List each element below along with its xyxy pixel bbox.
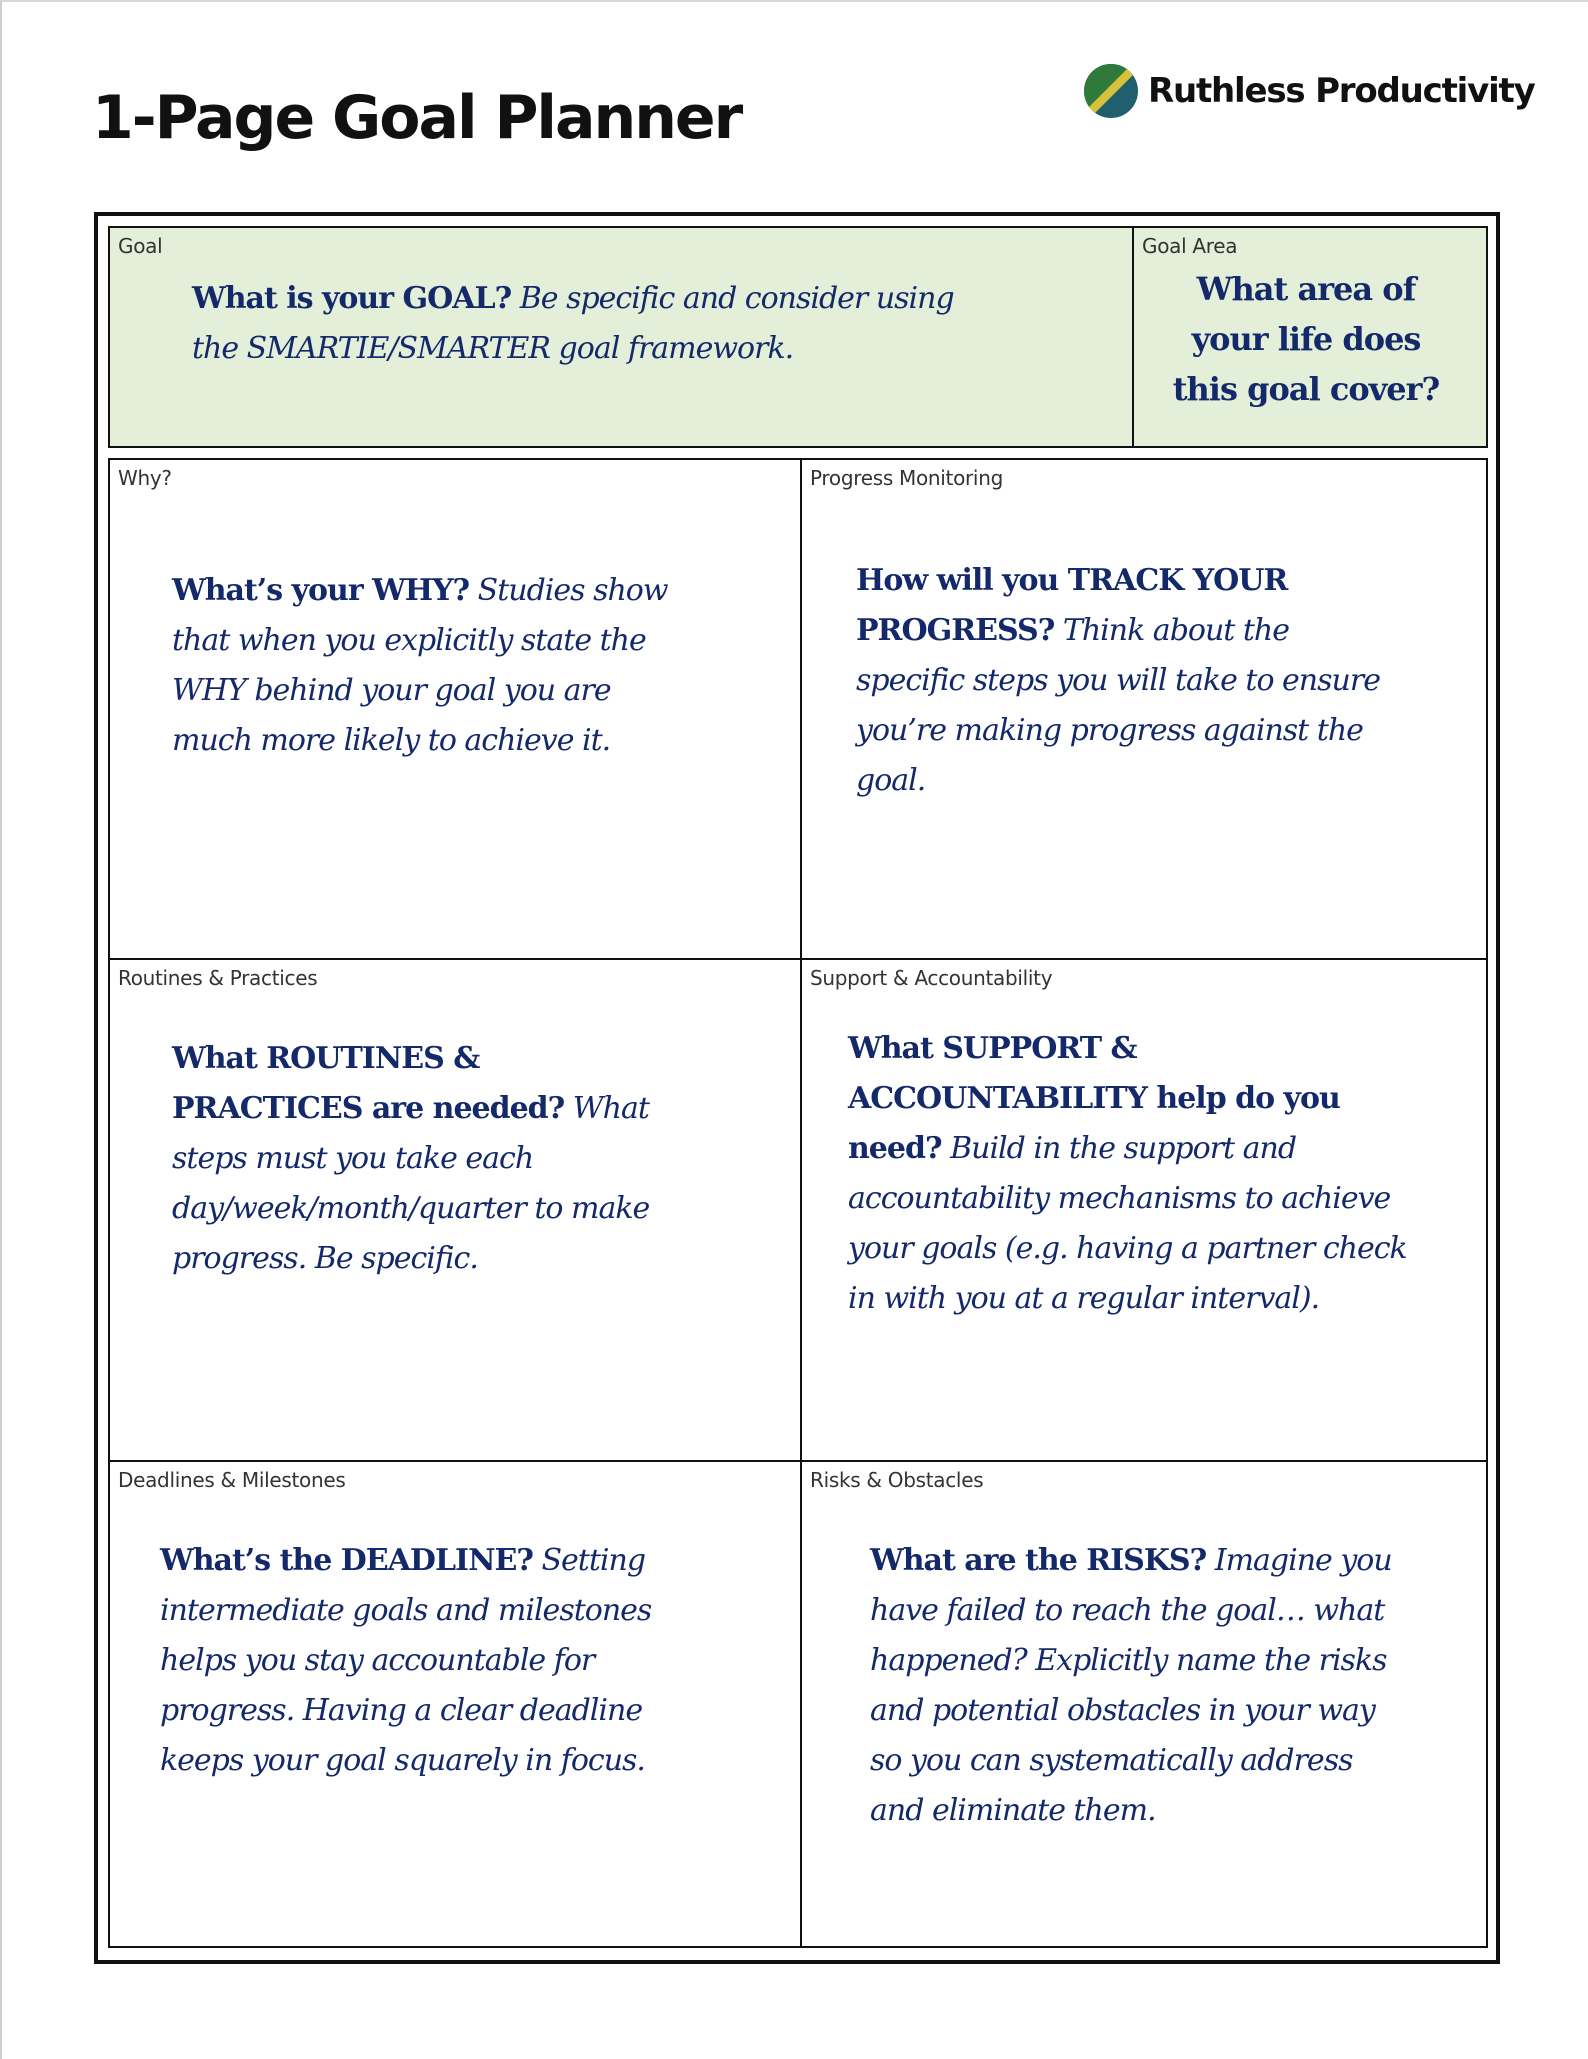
risks-prompt-strong: What are the RISKS? [870, 1543, 1207, 1578]
goal-area-prompt[interactable]: What area of your life does this goal cover? [1172, 270, 1440, 408]
support-prompt[interactable] [848, 1024, 1428, 1324]
goal-row [108, 226, 1488, 448]
support-prompt-strong: What SUPPORT & ACCOUNTABILITY help do you need? [848, 1031, 1340, 1166]
goal-label: Goal [118, 234, 163, 258]
goal-prompt-em: Be specific and consider using the SMARTIE/SMARTER goal framework. [192, 281, 954, 366]
striped-circle-logo-icon [1082, 62, 1140, 120]
brand [1082, 62, 1535, 120]
why-prompt[interactable] [172, 566, 692, 766]
deadlines-prompt[interactable] [160, 1536, 680, 1786]
deadlines-prompt-strong: What’s the DEADLINE? [160, 1543, 533, 1578]
routines-label: Routines & Practices [118, 966, 318, 990]
routines-prompt-em: What steps must you take each day/week/month/quarter to make progress. Be specific. [172, 1091, 650, 1276]
deadlines-label: Deadlines & Milestones [118, 1468, 346, 1492]
grid-divider-1 [110, 958, 1486, 960]
why-prompt-em: Studies show that when you explicitly state the WHY behind your goal you are much more likely to achieve it. [172, 573, 668, 758]
goal-prompt[interactable] [192, 274, 992, 374]
routines-prompt-strong: What ROUTINES & PRACTICES are needed? [172, 1041, 565, 1126]
goal-prompt-strong: What is your GOAL? [192, 281, 512, 316]
page-title: 1-Page Goal Planner [92, 83, 742, 153]
goal-divider [1132, 228, 1134, 446]
risks-label: Risks & Obstacles [810, 1468, 984, 1492]
why-prompt-strong: What’s your WHY? [172, 573, 470, 608]
deadlines-prompt-em: Setting intermediate goals and milestones helps you stay accountable for progress. Having a clear deadline keeps your goal squarely in focus. [160, 1543, 652, 1778]
support-label: Support & Accountability [810, 966, 1053, 990]
routines-prompt[interactable] [172, 1034, 672, 1284]
progress-prompt-strong: How will you TRACK YOUR PROGRESS? [856, 563, 1288, 648]
grid-vertical-divider [800, 460, 802, 1946]
goal-area-label: Goal Area [1142, 234, 1238, 258]
grid-divider-2 [110, 1460, 1486, 1462]
brand-name: Ruthless Productivity [1148, 71, 1535, 111]
progress-prompt[interactable] [856, 556, 1386, 806]
goal-planner-form [94, 212, 1500, 1964]
support-prompt-em: Build in the support and accountability mechanisms to achieve your goals (e.g. having a partner check in with you at a regular interval). [848, 1131, 1407, 1316]
progress-prompt-em: Think about the specific steps you will take to ensure you’re making progress against the goal. [856, 613, 1380, 798]
risks-prompt-em: Imagine you have failed to reach the goal… what happened? Explicitly name the risks and potential obstacles in your way so you can systematically address and eliminate them. [870, 1543, 1392, 1828]
planner-grid [108, 458, 1488, 1948]
why-label: Why? [118, 466, 172, 490]
progress-label: Progress Monitoring [810, 466, 1003, 490]
risks-prompt[interactable] [870, 1536, 1410, 1836]
